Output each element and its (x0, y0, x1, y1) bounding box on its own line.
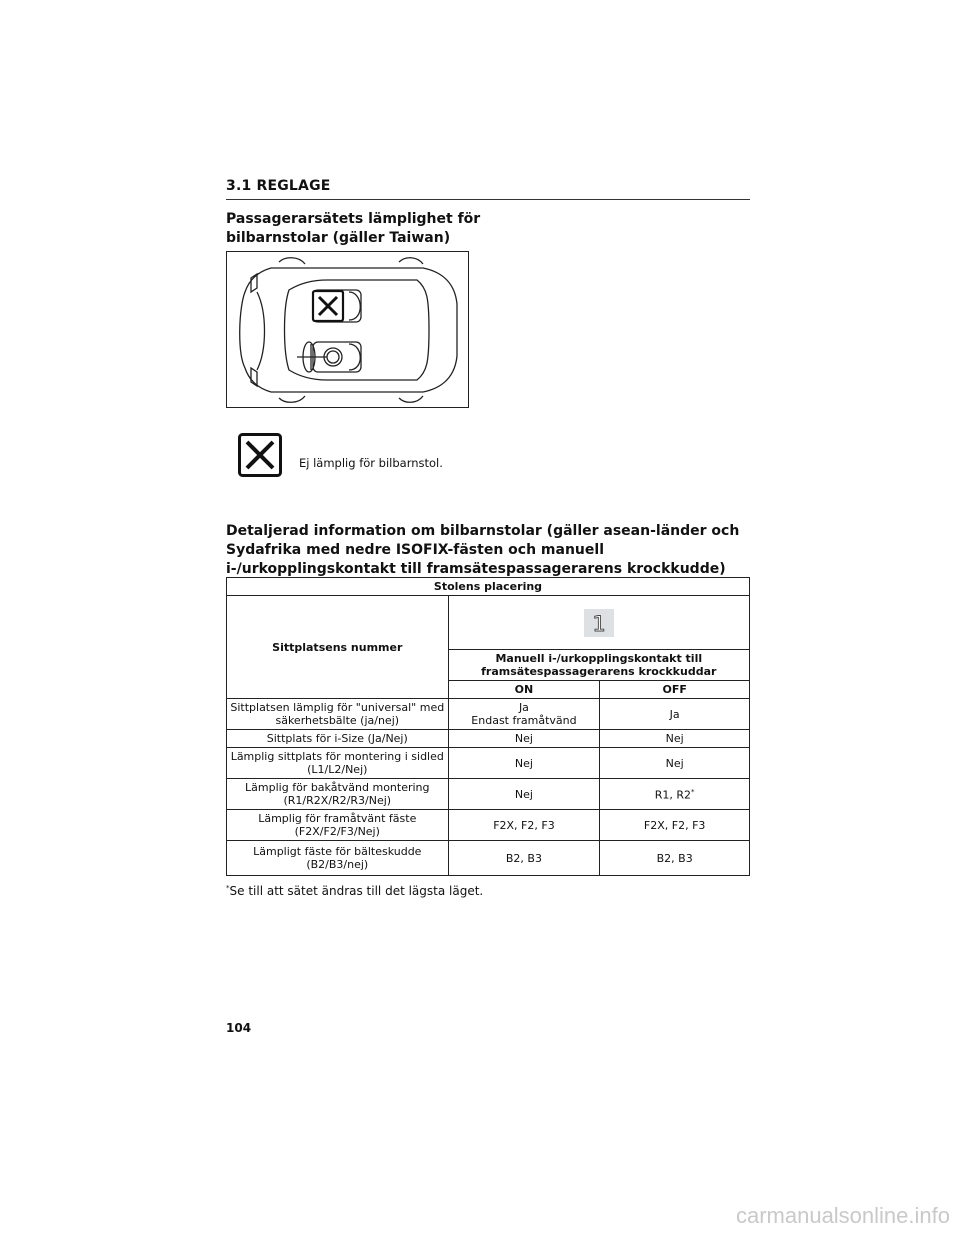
header-position: Stolens placering (227, 578, 750, 596)
row-label: Lämplig sittplats för montering i sidled (L1/L2/Nej) (227, 748, 449, 779)
row-label: Lämpligt fäste för bälteskudde (B2/B3/nej) (227, 841, 449, 876)
legend-text: Ej lämplig för bilbarnstol. (299, 456, 443, 470)
page-number: 104 (226, 1021, 252, 1035)
watermark: carmanualsonline.info (735, 1203, 950, 1228)
x-box-icon (238, 433, 282, 477)
footnote-marker: * (691, 788, 695, 797)
footnote: *Se till att sätet ändras till det lägsta läget. (226, 884, 484, 898)
row-on: Nej (448, 730, 600, 748)
seat-number-badge (584, 609, 614, 637)
row-label: Lämplig för bakåtvänd montering (R1/R2X/R2/R3/Nej) (227, 779, 449, 810)
seat-number-label: Sittplatsens nummer (227, 596, 449, 699)
row-on: F2X, F2, F3 (448, 810, 600, 841)
row-off: Ja (600, 699, 750, 730)
row-off: Nej (600, 730, 750, 748)
col-on: ON (448, 681, 600, 699)
row-off: F2X, F2, F3 (600, 810, 750, 841)
row-off: Nej (600, 748, 750, 779)
section-header: 3.1 REGLAGE (226, 178, 750, 200)
row-off: B2, B3 (600, 841, 750, 876)
footnote-mark: * (226, 884, 230, 892)
row-on: Nej (448, 748, 600, 779)
seat-number-value: 1 (592, 611, 606, 636)
row-on: B2, B3 (448, 841, 600, 876)
section2-title: Detaljerad information om bilbarnstolar (gäller asean-länder och Sydafrika med nedre ISOFIX-fästen och manuell i-/urkopplingskontakt till framsätespassagerarens krockkudde) (226, 523, 740, 577)
row-label: Sittplatsen lämplig för "universal" med säkerhetsbälte (ja/nej) (227, 699, 449, 730)
col-off: OFF (600, 681, 750, 699)
seat-number-cell (448, 596, 749, 650)
switch-header: Manuell i-/urkopplingskontakt till framsätespassagerarens krockkuddar (448, 650, 749, 681)
car-diagram (226, 251, 469, 408)
row-label: Lämplig för framåtvänt fäste (F2X/F2/F3/Nej) (227, 810, 449, 841)
row-on: Nej (448, 779, 600, 810)
row-label: Sittplats för i-Size (Ja/Nej) (227, 730, 449, 748)
section1-title: Passagerarsätets lämplighet för bilbarnstolar (gäller Taiwan) (226, 211, 481, 246)
child-seat-table (226, 577, 750, 876)
row-on: Ja Endast framåtvänd (448, 699, 600, 730)
row-off: R1, R2* (600, 779, 750, 810)
